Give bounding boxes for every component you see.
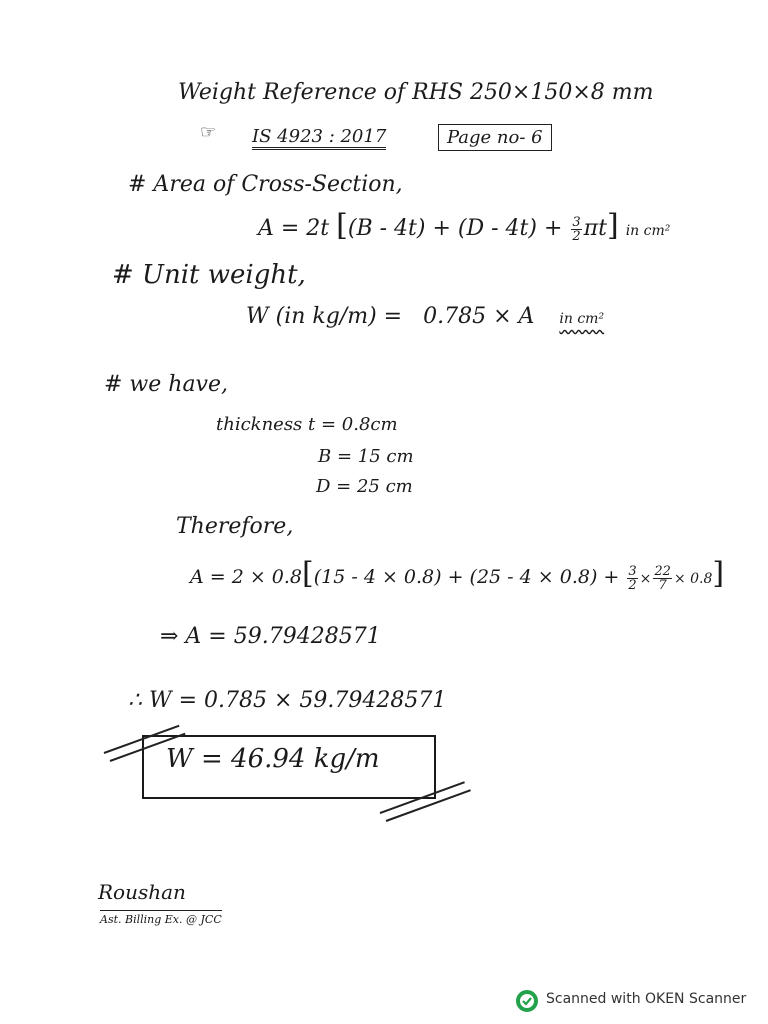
weight-heading: # Unit weight, <box>112 260 306 290</box>
b-value: B = 15 cm <box>318 446 414 467</box>
three-halves-fraction: $\frac{3}{2}$ <box>572 214 581 244</box>
oken-scanner-logo-icon <box>516 990 538 1012</box>
weight-formula <box>246 304 604 329</box>
pointer-icon: ☞ <box>200 122 217 143</box>
weight-unit: in cm² <box>559 311 605 327</box>
weight-formula-lhs: W (in kg/m) = <box>246 304 403 329</box>
calc-three-halves: $\frac{3}{2}$ <box>628 563 637 593</box>
weight-formula-rhs: 0.785 × A <box>423 304 535 329</box>
bracket-open: [ <box>336 208 348 243</box>
page-reference: Page no- 6 <box>438 124 552 151</box>
area-formula-lhs: A = 2t <box>258 216 330 241</box>
calc-pi-fraction: $\frac{22}{7}$ <box>654 563 671 593</box>
calc-terms: (15 - 4 × 0.8) + (25 - 4 × 0.8) + <box>313 566 620 588</box>
area-calculation <box>190 556 724 592</box>
final-result: W = 46.94 kg/m <box>166 744 380 774</box>
document-title: Weight Reference of RHS 250×150×8 mm <box>178 80 654 105</box>
weight-calculation: ∴ W = 0.785 × 59.79428571 <box>128 688 447 713</box>
area-heading: # Area of Cross-Section, <box>128 172 403 197</box>
thickness-value: thickness t = 0.8cm <box>216 414 398 435</box>
area-result: ⇒ A = 59.79428571 <box>160 624 381 649</box>
bracket-close: ] <box>606 208 619 243</box>
area-unit: in cm² <box>625 223 671 239</box>
area-formula <box>258 208 670 243</box>
signature-name: Roushan <box>98 880 186 904</box>
calc-bracket-close: ] <box>712 556 725 591</box>
calc-lhs: A = 2 × 0.8 <box>190 566 303 588</box>
standard-code: IS 4923 : 2017 <box>252 126 386 150</box>
calc-bracket-open: [ <box>302 556 314 591</box>
area-formula-terms: (B - 4t) + (D - 4t) + <box>347 216 563 241</box>
calc-tail: × 0.8 <box>673 571 713 587</box>
scanner-watermark: Scanned with OKEN Scanner <box>546 991 747 1007</box>
therefore-label: Therefore, <box>176 514 294 539</box>
pi-t: πt <box>583 216 607 241</box>
signature-designation: Ast. Billing Ex. @ JCC <box>100 910 222 926</box>
given-heading: # we have, <box>104 372 228 397</box>
d-value: D = 25 cm <box>316 476 413 497</box>
calc-times: × <box>639 571 652 587</box>
